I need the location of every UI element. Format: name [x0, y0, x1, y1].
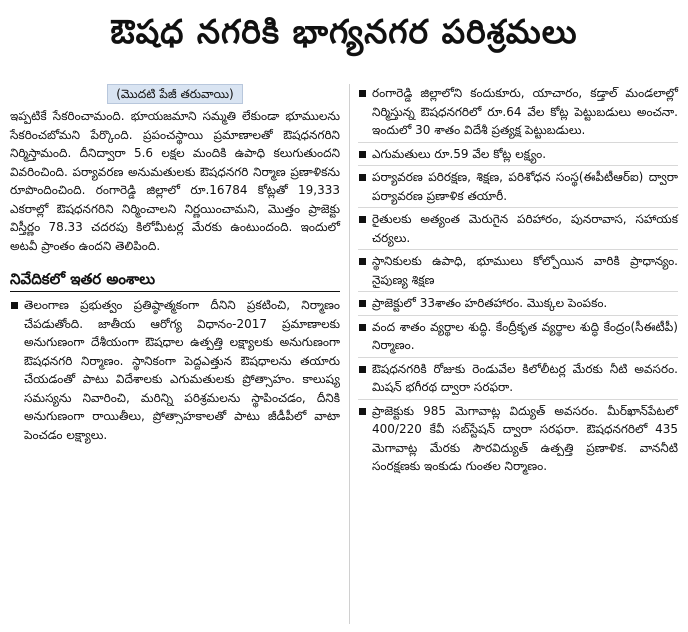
right-bullet-item: రంగారెడ్డి జిల్లాలోని కందుకూరు, యాచారం, కడ్తాల్ మండలాల్లో నిర్మిస్తున్న ఔషధనగరిలో రూ.64 వేల కోట్ల పెట్టుబడులు అంచనా. ఇందులో 30 శాతం విదేశీ ప్రత్యక్ష పెట్టుబడులు. [358, 84, 678, 143]
right-bullet-item: రైతులకు అత్యంత మెరుగైన పరిహారం, పునరావాస, సహాయక చర్యలు. [358, 210, 678, 250]
right-bullet-item: పర్యావరణ పరిరక్షణ, శిక్షణ, పరిశోధన సంస్థ(ఈపీటీఆర్ఐ) ద్వారా పర్యావరణ ప్రణాళిక తయారీ. [358, 168, 678, 208]
right-bullet-item: ఔషధనగరికి రోజుకు రెండువేల కిలోలీటర్ల మేరకు నీటి అవసరం. మిషన్ భగీరథ ద్వారా సరఫరా. [358, 360, 678, 400]
right-bullet-item: ప్రాజెక్టుకు 985 మెగావాట్ల విద్యుత్ అవసరం. మీర్‌ఖాన్‌పేటలో 400/220 కేవీ సబ్‌స్టేషన్ ద్వారా సరఫరా. ఔషధనగరిలో 435 మెగావాట్ల మేరకు సౌరవిద్యుత్ ఉత్పత్తి ప్రణాళిక. వాననీటి సంరక్షణకు ఇంకుడు గుంతల నిర్మాణం. [358, 402, 678, 478]
right-bullet-item: వంద శాతం వ్యర్థాల శుద్ధి. కేంద్రీకృత వ్యర్థాల శుద్ధి కేంద్రం(సీఈటీపీ) నిర్మాణం. [358, 318, 678, 358]
subheading: నివేదికలో ఇతర అంశాలు [10, 267, 340, 292]
continued-label: (మొదటి పేజీ తరువాయి) [107, 84, 243, 104]
right-column [358, 84, 678, 480]
headline: ఔషధ నగరికి భాగ్యనగర పరిశ్రమలు [110, 12, 578, 51]
right-bullet-item: ఎగుమతులు రూ.59 వేల కోట్ల లక్ష్యం. [358, 145, 678, 167]
left-bullet-item: తెలంగాణ ప్రభుత్వం ప్రతిష్ఠాత్మకంగా దీనిని ప్రకటించి, నిర్మాణం చేపడుతోంది. జాతీయ ఆరోగ్య విధానం-2017 ప్రమాణాలకు అనుగుణంగా దేశీయంగా ఔషధాల ఉత్పత్తి లక్ష్యాలకు అనుగుణంగా ఔషధనగరి నిర్మాణం. స్థానికంగా పెద్దఎత్తున ఔషధాలను తయారు చేయడంతో పాటు విదేశాలకు ఎగుమతులకు ప్రోత్సాహం. కాలుష్య సమస్యను నివారించి, మరిన్ని పరిశ్రమలను స్థాపించడం, దీనికి అనుగుణంగా రాయితీలు, ప్రోత్సాహకాలతో పాటు జీడీపీలో వాటా పెంచడం లక్ష్యాలు. [10, 296, 340, 444]
right-bullet-item: స్థానికులకు ఉపాధి, భూములు కోల్పోయిన వారికి ప్రాధాన్యం. నైపుణ్య శిక్షణ [358, 252, 678, 292]
continued-label-wrap [10, 84, 340, 104]
left-column [10, 84, 340, 447]
column-divider [349, 84, 350, 624]
right-bullet-item: ప్రాజెక్టులో 33శాతం హరితహారం. మొక్కల పెంపకం. [358, 294, 678, 316]
intro-paragraph: ఇప్పటికే సేకరించామంది. భూయజమాని సమ్మతి లేకుండా భూములను సేకరించబోమని పేర్కొంది. ప్రపంచస్థాయి ప్రమాణాలతో ఔషధనగరిని నిర్మిస్తామంది. దీనిద్వారా 5.6 లక్షల మందికి ఉపాధి కలుగుతుందని వివరించింది. పర్యావరణ అనుమతులకు ఔషధనగరి నిర్మాణ ప్రణాళికను రూపొందించింది. రంగారెడ్డి జిల్లాలో రూ.16784 కోట్లతో 19,333 ఎకరాల్లో ఔషధనగరిని నిర్మించాలని నిర్ణయించామని, మొత్తం ప్రాజెక్టు విస్తీర్ణం 78.33 చదరపు కిలోమీటర్ల మేరకు ఉంటుందంది. ఇందులో అటవీ ప్రాంతం ఉందని తెలిపింది. [10, 109, 340, 253]
